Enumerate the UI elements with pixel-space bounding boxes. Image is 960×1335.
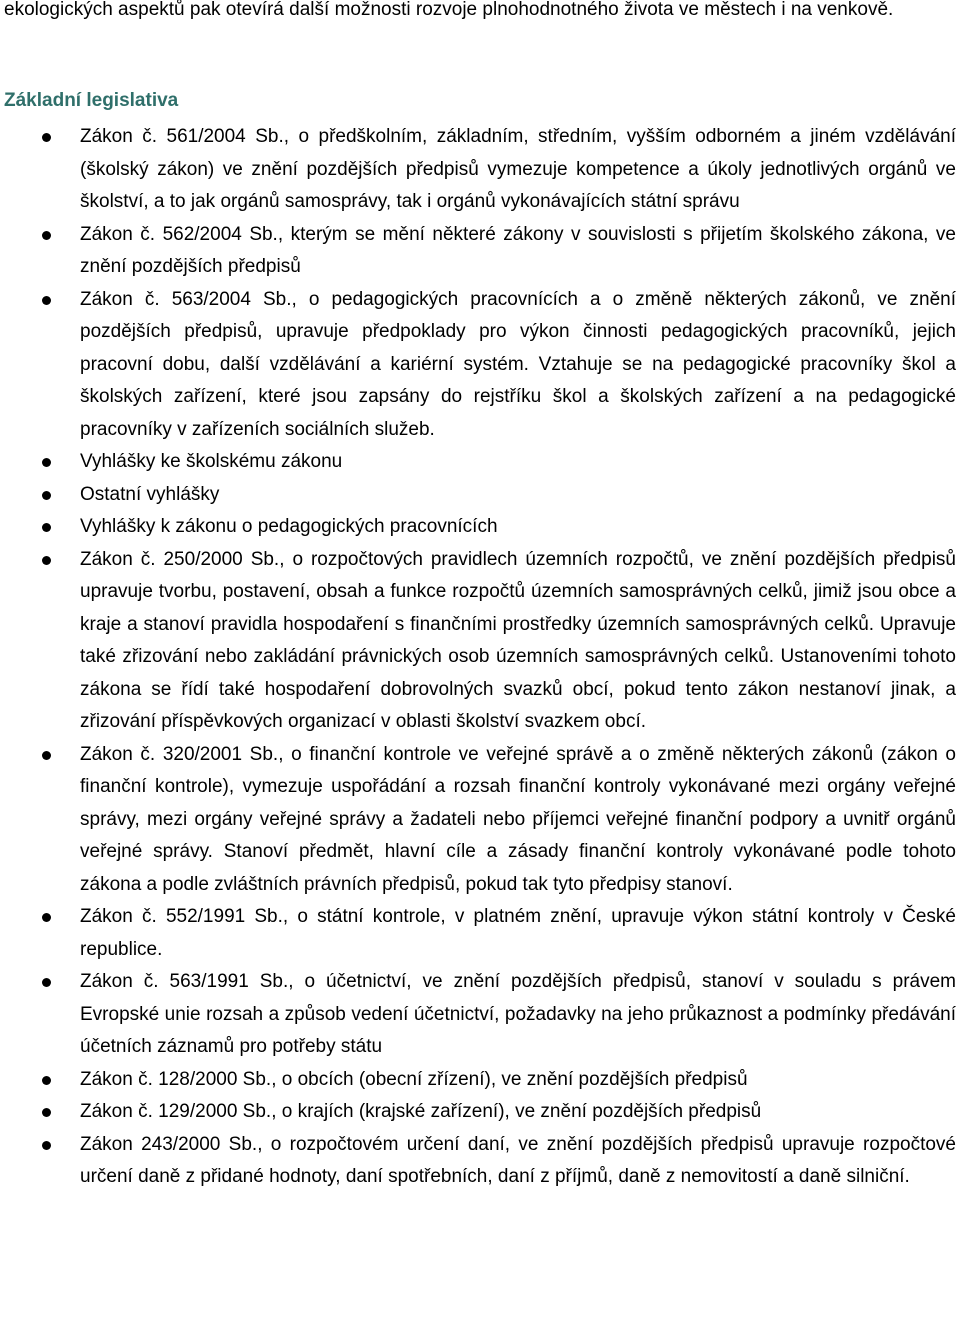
law-title: Zákon č. 320/2001 Sb. <box>80 743 279 765</box>
law-title: Zákon č. 563/1991 Sb. <box>80 971 289 992</box>
intro-paragraph: ekologických aspektů pak otevírá další možnosti rozvoje plnohodnotného života ve městech i na venkově. <box>4 0 894 20</box>
list-item <box>0 901 960 966</box>
law-title: Zákon č. 128/2000 Sb. <box>80 1068 272 1090</box>
law-description: , o předškolním, základním, středním, vyšším odborném a jiném vzdělávání (školský zákon) ve znění pozdějších předpisů vymezuje kompetence a úkoly jednotlivých orgánů ve školství, a to jak orgánů samosprávy, tak i orgánů vykonávajících státní správu <box>80 126 957 212</box>
list-item <box>0 1096 960 1129</box>
law-description: , o účetnictví, ve znění pozdějších předpisů, stanoví v souladu s právem Evropské unie rozsah a způsob vedení účetnictví, požadavky na jeho průkaznost a podmínky předávání účetních záznamů pro potřeby státu <box>80 971 957 1057</box>
law-description: , o pedagogických pracovnících a o změně některých zákonů, ve znění pozdějších předpisů, upravuje předpoklady pro výkon činnosti pedagogických pracovníků, jejich pracovní dobu, další vzdělávání a kariérní systém. Vztahuje se na pedagogické pracovníky škol a školských zařízení, které jsou zapsány do rejstříku škol a školských zařízení a na pedagogické pracovníky v zařízeních sociálních služeb. <box>80 288 956 440</box>
bullet-icon <box>42 231 51 240</box>
law-description: , o rozpočtových pravidlech územních rozpočtů, ve znění pozdějších předpisů upravuje tvorbu, postavení, obsah a funkce rozpočtů územních samosprávných celků, jimiž jsou obce a kraje a stanoví pravidla hospodaření s finančními prostředky územních samosprávných celků. Upravuje také zřizování nebo zakládání právnických osob územních samosprávných celků. Ustanoveními tohoto zákona se řídí také hospodaření dobrovolných svazků obcí, pokud tento zákon nestanoví jinak, a zřizování příspěvkových organizací v oblasti školství svazkem obcí. <box>80 548 956 732</box>
list-item <box>0 739 960 902</box>
law-description: , o rozpočtovém určení daní, ve znění pozdějších předpisů upravuje rozpočtové určení daně z přidané hodnoty, daní spotřebních, daní z příjmů, daně z nemovitostí a daně silniční. <box>80 1133 956 1187</box>
bullet-icon <box>42 1076 51 1085</box>
law-title: Zákon 243/2000 Sb. <box>80 1133 258 1155</box>
law-title: Vyhlášky k zákonu o pedagogických pracovnících <box>80 516 498 537</box>
bullet-icon <box>42 978 51 987</box>
section-heading: Základní legislativa <box>4 90 179 111</box>
list-item <box>0 966 960 1064</box>
list-item <box>0 1064 960 1097</box>
bullet-icon <box>42 133 51 142</box>
list-item <box>0 121 960 219</box>
bullet-icon <box>42 1108 51 1117</box>
law-title: Zákon č. 563/2004 Sb. <box>80 288 292 310</box>
bullet-icon <box>42 296 51 305</box>
law-title: Vyhlášky ke školskému zákonu <box>80 451 343 472</box>
law-description: , o státní kontrole, v platném znění, upravuje výkon státní kontroly v České republice. <box>80 906 957 960</box>
legislation-list <box>0 121 960 1194</box>
bullet-icon <box>42 458 51 467</box>
law-title: Zákon č. 562/2004 Sb. <box>80 223 278 245</box>
law-title: Zákon č. 561/2004 Sb. <box>80 126 284 147</box>
list-item <box>0 1129 960 1194</box>
bullet-icon <box>42 1141 51 1150</box>
bullet-icon <box>42 523 51 532</box>
law-description: , kterým se mění některé zákony v souvislosti s přijetím školského zákona, ve znění pozdějších předpisů <box>80 223 956 277</box>
law-title: Zákon č. 129/2000 Sb. <box>80 1101 272 1122</box>
law-description: , o finanční kontrole ve veřejné správě a o změně některých zákonů (zákon o finanční kontrole), vymezuje uspořádání a rozsah finanční kontroly vykonávané mezi orgány veřejné správy, mezi orgány veřejné správy a žadateli nebo příjemci veřejné finanční podpory a uvnitř orgánů veřejné správy. Stanoví předmět, hlavní cíle a zásady finanční kontroly vykonávané podle tohoto zákona a podle zvláštních právních předpisů, pokud tak tyto předpisy stanoví. <box>80 743 957 895</box>
list-item <box>0 544 960 739</box>
bullet-icon <box>42 556 51 565</box>
list-item <box>0 511 960 544</box>
list-item <box>0 219 960 284</box>
bullet-icon <box>42 491 51 500</box>
law-description: , o krajích (krajské zařízení), ve znění pozdějších předpisů <box>271 1101 762 1122</box>
law-title: Ostatní vyhlášky <box>80 483 220 505</box>
law-description: , o obcích (obecní zřízení), ve znění pozdějších předpisů <box>271 1068 748 1090</box>
bullet-icon <box>42 751 51 760</box>
list-item <box>0 446 960 479</box>
law-title: Zákon č. 250/2000 Sb. <box>80 548 280 570</box>
bullet-icon <box>42 913 51 922</box>
list-item <box>0 479 960 512</box>
law-title: Zákon č. 552/1991 Sb. <box>80 906 283 927</box>
list-item <box>0 284 960 447</box>
